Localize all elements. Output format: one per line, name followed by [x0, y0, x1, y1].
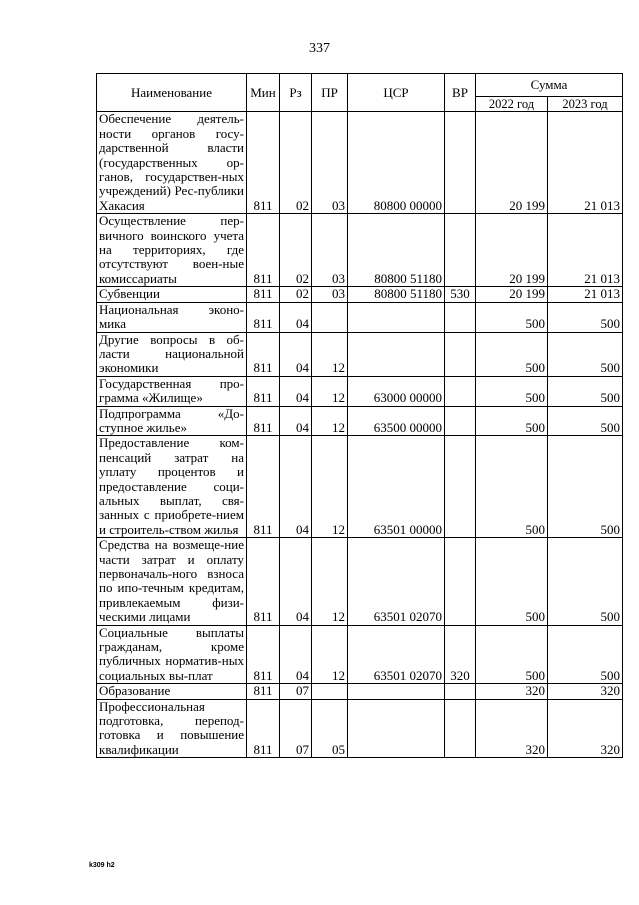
cell-2022: 500 [476, 376, 548, 406]
cell-csr [348, 302, 445, 332]
cell-pr: 12 [312, 406, 348, 436]
table-row [97, 214, 623, 287]
header-year-2023: 2023 год [548, 97, 623, 112]
cell-rz: 02 [280, 112, 312, 214]
cell-pr: 12 [312, 332, 348, 376]
cell-rz: 02 [280, 287, 312, 302]
cell-name: Осуществление пер-вичного воинского учета на территориях, где отсутствуют воен-ные комиссариаты [97, 214, 247, 287]
cell-min: 811 [247, 436, 280, 538]
cell-rz: 04 [280, 625, 312, 684]
cell-2023: 21 013 [548, 287, 623, 302]
header-vr: ВР [445, 74, 476, 112]
cell-2023: 500 [548, 538, 623, 625]
cell-vr [445, 112, 476, 214]
cell-rz: 04 [280, 376, 312, 406]
cell-2022: 20 199 [476, 287, 548, 302]
cell-csr: 63501 00000 [348, 436, 445, 538]
cell-pr: 03 [312, 287, 348, 302]
cell-2023: 500 [548, 436, 623, 538]
cell-csr: 63000 00000 [348, 376, 445, 406]
table-row [97, 302, 623, 332]
cell-min: 811 [247, 699, 280, 758]
cell-vr [445, 302, 476, 332]
cell-rz: 04 [280, 302, 312, 332]
table-body [97, 112, 623, 758]
cell-2023: 320 [548, 684, 623, 699]
cell-csr [348, 684, 445, 699]
cell-name: Государственная про-грамма «Жилище» [97, 376, 247, 406]
cell-min: 811 [247, 214, 280, 287]
cell-pr [312, 684, 348, 699]
cell-csr [348, 699, 445, 758]
cell-pr: 12 [312, 538, 348, 625]
cell-min: 811 [247, 376, 280, 406]
cell-rz: 07 [280, 699, 312, 758]
budget-table [96, 73, 623, 758]
cell-name: Социальные выплаты гражданам, кроме публичных норматив-ных социальных вы-плат [97, 625, 247, 684]
cell-rz: 07 [280, 684, 312, 699]
cell-pr: 03 [312, 214, 348, 287]
cell-vr [445, 699, 476, 758]
cell-min: 811 [247, 287, 280, 302]
cell-2022: 500 [476, 332, 548, 376]
cell-vr [445, 684, 476, 699]
header-csr: ЦСР [348, 74, 445, 112]
table-row [97, 406, 623, 436]
cell-rz: 04 [280, 436, 312, 538]
cell-name: Другие вопросы в об-ласти национальной экономики [97, 332, 247, 376]
cell-pr [312, 302, 348, 332]
cell-vr [445, 538, 476, 625]
table-header [97, 74, 623, 112]
header-name: Наименование [97, 74, 247, 112]
cell-min: 811 [247, 625, 280, 684]
table-row [97, 699, 623, 758]
cell-name: Субвенции [97, 287, 247, 302]
cell-min: 811 [247, 406, 280, 436]
cell-csr: 63501 02070 [348, 625, 445, 684]
cell-pr: 03 [312, 112, 348, 214]
cell-2022: 20 199 [476, 112, 548, 214]
cell-pr: 05 [312, 699, 348, 758]
page-number: 337 [309, 41, 330, 56]
cell-2022: 500 [476, 625, 548, 684]
cell-2023: 320 [548, 699, 623, 758]
cell-2023: 500 [548, 625, 623, 684]
cell-name: Образование [97, 684, 247, 699]
cell-2023: 500 [548, 302, 623, 332]
header-sum: Сумма [476, 74, 623, 97]
table-row [97, 287, 623, 302]
cell-min: 811 [247, 538, 280, 625]
cell-vr [445, 332, 476, 376]
table-row [97, 684, 623, 699]
cell-vr: 530 [445, 287, 476, 302]
cell-vr [445, 214, 476, 287]
cell-2022: 20 199 [476, 214, 548, 287]
table-row [97, 376, 623, 406]
table-row [97, 332, 623, 376]
cell-rz: 04 [280, 406, 312, 436]
cell-vr: 320 [445, 625, 476, 684]
cell-pr: 12 [312, 625, 348, 684]
cell-csr [348, 332, 445, 376]
cell-csr: 63500 00000 [348, 406, 445, 436]
cell-2023: 500 [548, 332, 623, 376]
cell-vr [445, 406, 476, 436]
cell-name: Обеспечение деятель-ности органов госу-дарственной власти (государственных ор-ганов, государствен-ных учреждений) Рес-публики Хакасия [97, 112, 247, 214]
cell-2022: 500 [476, 302, 548, 332]
cell-min: 811 [247, 332, 280, 376]
table-row [97, 538, 623, 625]
cell-2022: 500 [476, 538, 548, 625]
cell-min: 811 [247, 302, 280, 332]
cell-rz: 02 [280, 214, 312, 287]
cell-csr: 63501 02070 [348, 538, 445, 625]
cell-name: Подпрограмма «До-ступное жилье» [97, 406, 247, 436]
header-pr: ПР [312, 74, 348, 112]
cell-name: Средства на возмеще-ние части затрат и оплату первоначаль-ного взноса по ипо-течным кредитам, привлекаемым физи-ческими лицами [97, 538, 247, 625]
cell-csr: 80800 51180 [348, 214, 445, 287]
cell-csr: 80800 51180 [348, 287, 445, 302]
cell-2023: 500 [548, 376, 623, 406]
table-row [97, 112, 623, 214]
cell-min: 811 [247, 112, 280, 214]
cell-2023: 21 013 [548, 112, 623, 214]
cell-rz: 04 [280, 538, 312, 625]
cell-pr: 12 [312, 436, 348, 538]
cell-min: 811 [247, 684, 280, 699]
table-row [97, 625, 623, 684]
cell-csr: 80800 00000 [348, 112, 445, 214]
cell-name: Профессиональная подготовка, перепод-готовка и повышение квалификации [97, 699, 247, 758]
cell-2022: 320 [476, 684, 548, 699]
header-rz: Рз [280, 74, 312, 112]
cell-2022: 320 [476, 699, 548, 758]
cell-2023: 21 013 [548, 214, 623, 287]
cell-name: Предоставление ком-пенсаций затрат на уплату процентов и предоставление соци-альных выплат, свя-занных с приобрете-нием и строитель-ством жилья [97, 436, 247, 538]
header-min: Мин [247, 74, 280, 112]
cell-rz: 04 [280, 332, 312, 376]
cell-2022: 500 [476, 406, 548, 436]
cell-name: Национальная эконо-мика [97, 302, 247, 332]
cell-vr [445, 376, 476, 406]
cell-2023: 500 [548, 406, 623, 436]
cell-2022: 500 [476, 436, 548, 538]
cell-vr [445, 436, 476, 538]
table-row [97, 436, 623, 538]
header-year-2022: 2022 год [476, 97, 548, 112]
footer-code: k309 h2 [89, 862, 115, 869]
cell-pr: 12 [312, 376, 348, 406]
